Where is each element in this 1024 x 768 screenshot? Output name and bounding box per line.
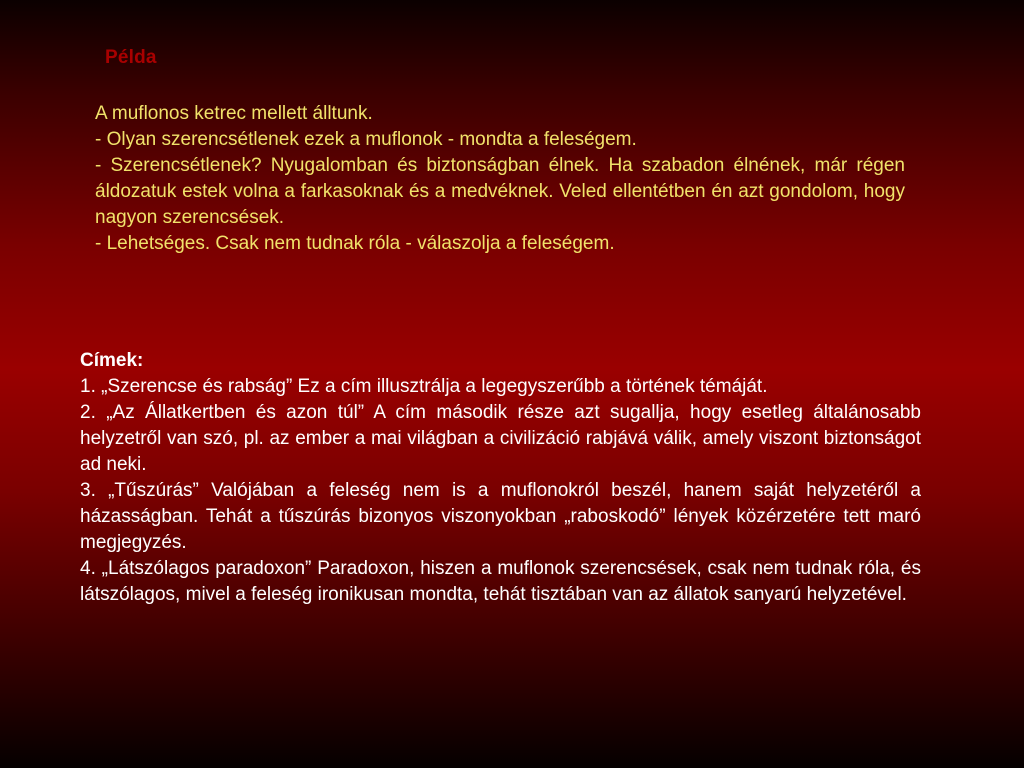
story-line: A muflonos ketrec mellett álltunk.	[95, 103, 373, 124]
titles-item: 2. „Az Állatkertben és azon túl” A cím második része azt sugallja, hogy esetleg általánosabb helyzetről van szó, pl. az ember a mai világban a civilizáció rabjává válik, amely viszont biztonságot ad neki.	[80, 402, 921, 475]
story-text-block	[95, 101, 905, 257]
titles-text-block	[80, 348, 921, 608]
story-line: - Olyan szerencsétlenek ezek a muflonok - mondta a feleségem.	[95, 129, 637, 150]
titles-item: 1. „Szerencse és rabság” Ez a cím illusztrálja a legegyszerűbb a történek témáját.	[80, 376, 768, 397]
story-line: - Szerencsétlenek? Nyugalomban és biztonságban élnek. Ha szabadon élnének, már régen áldozatuk estek volna a farkasoknak és a medvéknek. Veled ellentétben én azt gondolom, hogy nagyon szerencsések.	[95, 155, 905, 228]
titles-item: 4. „Látszólagos paradoxon” Paradoxon, hiszen a muflonok szerencsések, csak nem tudnak róla, és látszólagos, mivel a feleség ironikusan mondta, tehát tisztában van az állatok sanyarú helyzetével.	[80, 558, 921, 605]
story-line: - Lehetséges. Csak nem tudnak róla - válaszolja a feleségem.	[95, 233, 615, 254]
slide-title: Példa	[105, 47, 157, 68]
titles-heading: Címek:	[80, 350, 144, 371]
titles-item: 3. „Tűszúrás” Valójában a feleség nem is a muflonokról beszél, hanem saját helyzetéről a házasságban. Tehát a tűszúrás bizonyos viszonyokban „raboskodó” lények közérzetére tett maró megjegyzés.	[80, 480, 921, 553]
